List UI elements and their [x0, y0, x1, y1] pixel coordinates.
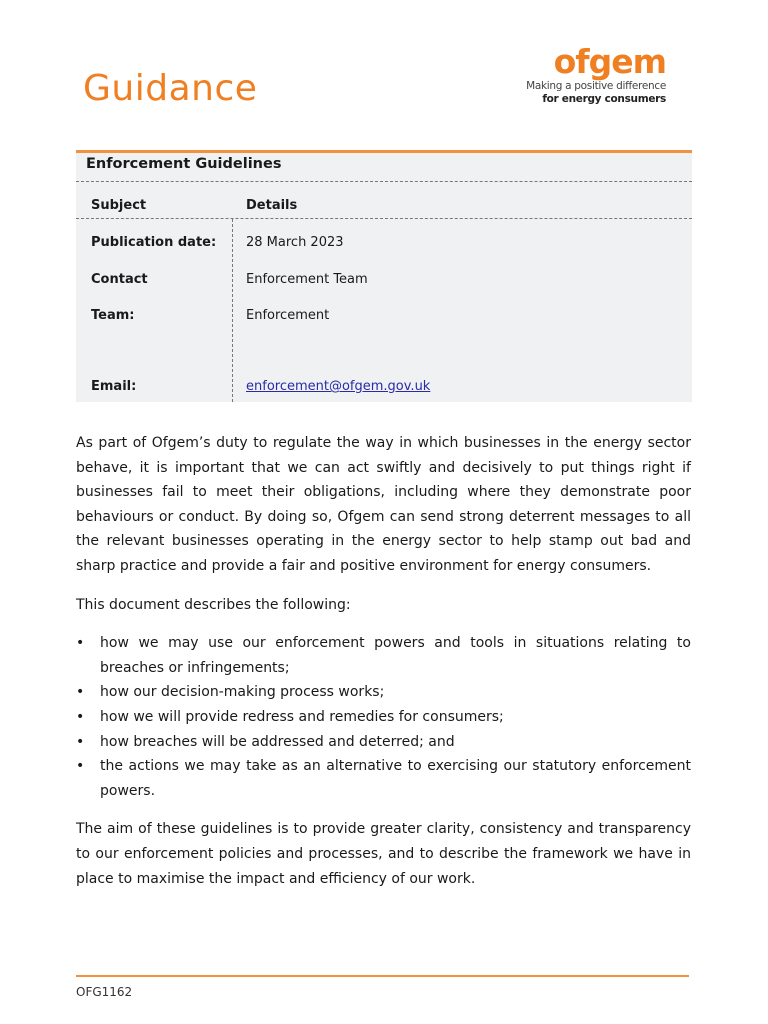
list-item: • how we will provide redress and remedies for consumers;	[76, 708, 504, 725]
document-code: OFG1162	[76, 985, 133, 999]
aim-paragraph: The aim of these guidelines is to provide greater clarity, consistency and transparency to our enforcement policies and processes, and to describe the framework we have in place to maximise the impact and efficiency of our work.	[76, 821, 691, 887]
list-item: • the actions we may take as an alternative to exercising our statutory enforcement powers.	[76, 758, 691, 799]
email-link[interactable]: enforcement@ofgem.gov.uk	[246, 379, 431, 394]
row-label: Contact	[91, 272, 148, 287]
footer-divider	[76, 975, 689, 977]
divider	[76, 181, 692, 182]
row-label: Team:	[91, 308, 135, 323]
list-item: • how we may use our enforcement powers and tools in situations relating to breaches or infringements;	[76, 635, 691, 676]
document-details-table	[76, 150, 692, 402]
intro-paragraph: As part of Ofgem’s duty to regulate the way in which businesses in the energy sector behave, it is important that we can act swiftly and decisively to put things right if businesses fail to meet their obligations, including where they demonstrate poor behaviours or conduct. By doing so, Ofgem can send strong deterrent messages to all the relevant businesses operating in the energy sector to help stamp out bad and sharp practice and provide a fair and positive environment for energy consumers.	[76, 435, 691, 574]
table-title: Enforcement Guidelines	[86, 156, 282, 172]
body-text	[76, 431, 691, 891]
list-intro: This document describes the following:	[76, 596, 351, 613]
divider	[76, 218, 692, 219]
header-details: Details	[246, 198, 298, 213]
page-heading: Guidance	[83, 68, 258, 109]
row-label: Publication date:	[91, 235, 217, 250]
list-item: • how breaches will be addressed and deterred; and	[76, 733, 455, 750]
logo-tagline-2: for energy consumers	[542, 93, 666, 105]
publication-date: 28 March 2023	[246, 235, 344, 250]
row-label: Email:	[91, 379, 137, 394]
contact-value: Enforcement Team	[246, 272, 368, 287]
ofgem-logo	[520, 44, 666, 106]
column-divider	[232, 219, 233, 402]
bullet-list	[76, 631, 691, 803]
logo-brand: ofgem	[553, 42, 666, 81]
logo-tagline-1: Making a positive difference	[526, 80, 666, 92]
list-item: • how our decision-making process works;	[76, 684, 385, 701]
header-subject: Subject	[91, 198, 147, 213]
team-value: Enforcement	[246, 308, 330, 323]
